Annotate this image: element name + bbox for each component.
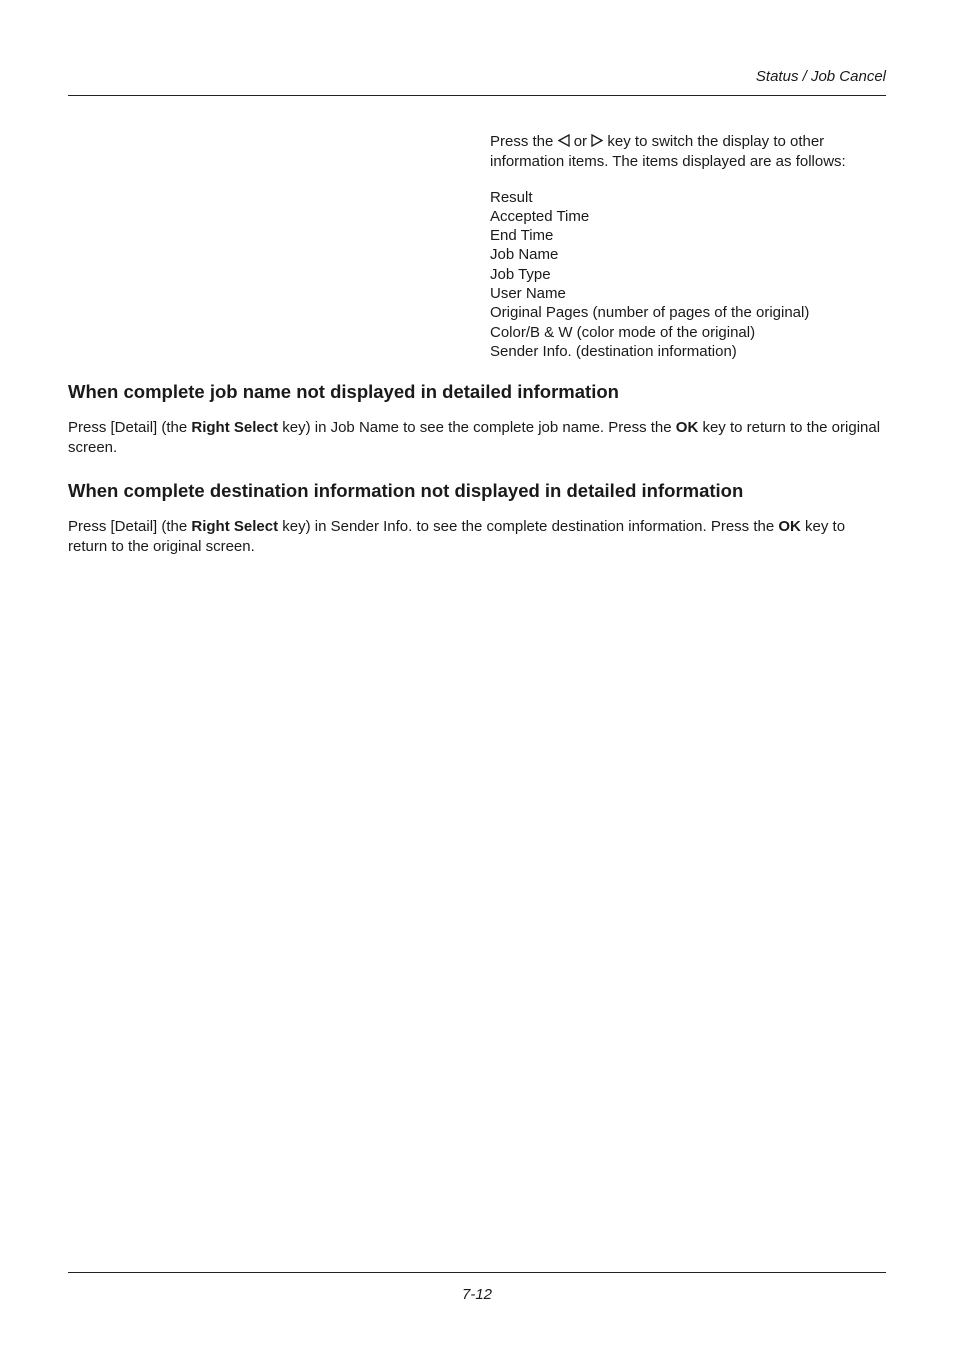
intro-text-start: Press the <box>490 133 554 150</box>
list-item: Accepted Time <box>490 207 590 225</box>
text-span: key to return to the original screen. <box>68 419 881 456</box>
intro-text-end: key to switch the display to other information items. The items displayed are as follows: <box>490 133 846 171</box>
text-span: Press [Detail] (the <box>68 518 192 535</box>
left-triangle-icon <box>558 133 570 152</box>
text-span: Press [Detail] (the <box>68 419 192 436</box>
intro-or: or <box>573 133 588 150</box>
list-item: Sender Info. (destination information) <box>490 342 737 360</box>
key-name: OK <box>778 518 801 535</box>
page-number: 7-12 <box>461 1286 493 1303</box>
header-divider <box>68 95 886 96</box>
info-items-list <box>490 188 890 362</box>
key-name: Right Select <box>191 419 279 436</box>
section-destination <box>68 479 888 556</box>
list-item: Job Type <box>490 265 551 283</box>
text-span: key) in Job Name to see the complete job name. Press the <box>278 419 676 436</box>
list-item: Job Name <box>490 246 559 264</box>
section-job-name <box>68 380 888 457</box>
section-heading: When complete destination information not displayed in detailed information <box>68 480 744 501</box>
list-item: User Name <box>490 285 566 303</box>
right-triangle-icon <box>591 133 603 152</box>
list-item: Color/B & W (color mode of the original) <box>490 323 756 341</box>
footer-divider <box>68 1272 886 1273</box>
key-name: OK <box>675 419 699 436</box>
intro-paragraph <box>490 132 890 172</box>
text-span: key to return to the original screen. <box>68 518 846 555</box>
text-span: key) in Sender Info. to see the complete destination information. Press the <box>278 518 779 535</box>
list-item: Result <box>490 188 533 206</box>
list-item: End Time <box>490 227 554 245</box>
list-item: Original Pages (number of pages of the original) <box>490 304 810 322</box>
header-title: Status / Job Cancel <box>755 68 886 85</box>
section-heading: When complete job name not displayed in detailed information <box>68 381 619 402</box>
section-paragraph <box>68 418 888 457</box>
key-name: Right Select <box>191 518 279 535</box>
intro-block <box>490 132 890 361</box>
section-paragraph <box>68 517 888 556</box>
